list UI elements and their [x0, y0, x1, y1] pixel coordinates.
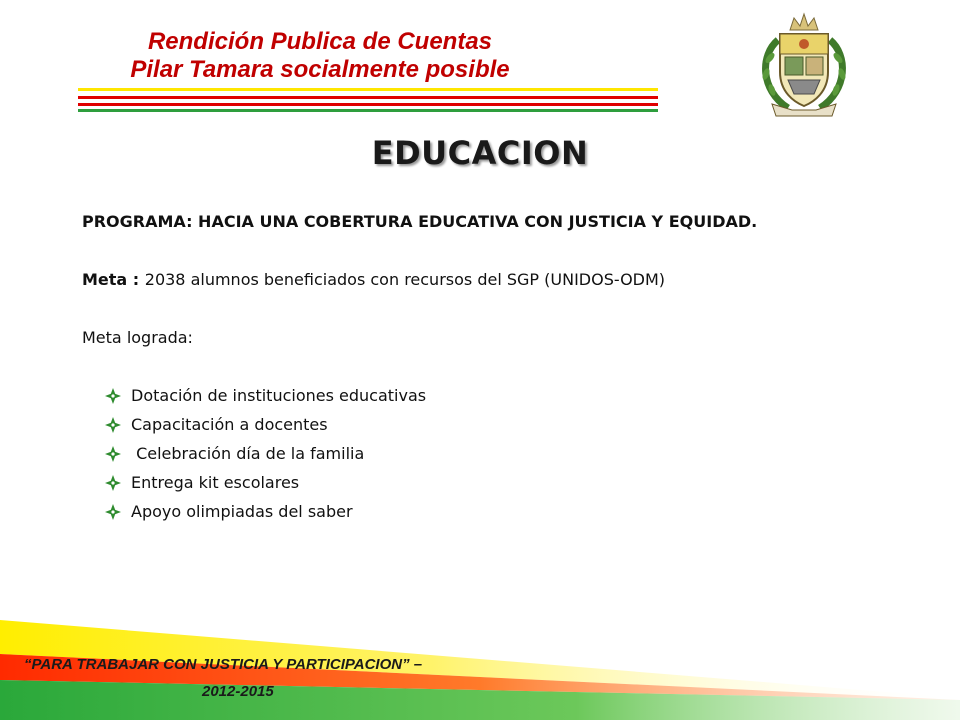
list-item — [104, 444, 426, 473]
achievements-list — [104, 386, 426, 531]
list-item — [104, 473, 426, 502]
list-item — [104, 386, 426, 415]
header-title-line-1: Rendición Publica de Cuentas — [147, 28, 493, 55]
meta-text: 2038 alumnos beneficiados con recursos del SGP (UNIDOS-ODM) — [144, 270, 666, 289]
list-item — [104, 502, 426, 531]
footer-years: 2012-2015 — [202, 683, 274, 700]
diamond-bullet-icon — [104, 416, 122, 434]
diamond-bullet-icon — [104, 387, 122, 405]
list-item-label: Capacitación a docentes — [131, 415, 328, 434]
list-item-label: Entrega kit escolares — [131, 473, 300, 492]
meta-lograda-label: Meta lograda: — [82, 328, 193, 347]
programa-line: PROGRAMA: HACIA UNA COBERTURA EDUCATIVA CON JUSTICIA Y EQUIDAD. — [82, 212, 758, 231]
list-item-label: Celebración día de la familia — [131, 444, 365, 463]
meta-line — [82, 270, 665, 289]
header-stripe-green — [78, 109, 658, 112]
diamond-bullet-icon — [104, 445, 122, 463]
header-stripe-yellow — [78, 88, 658, 91]
diamond-bullet-icon — [104, 503, 122, 521]
header-stripe-red-bottom — [78, 103, 658, 106]
header-title-line-2: Pilar Tamara socialmente posible — [130, 56, 510, 83]
section-title: EDUCACION — [371, 134, 589, 172]
footer-slogan: “PARA TRABAJAR CON JUSTICIA Y PARTICIPACION” – — [24, 656, 423, 673]
list-item — [104, 415, 426, 444]
header-stripe-red-top — [78, 96, 658, 99]
list-item-label: Apoyo olimpiadas del saber — [131, 502, 353, 521]
list-item-label: Dotación de instituciones educativas — [131, 386, 427, 405]
meta-label: Meta : — [82, 270, 145, 289]
municipal-coat-of-arms-icon — [748, 10, 860, 122]
diamond-bullet-icon — [104, 474, 122, 492]
